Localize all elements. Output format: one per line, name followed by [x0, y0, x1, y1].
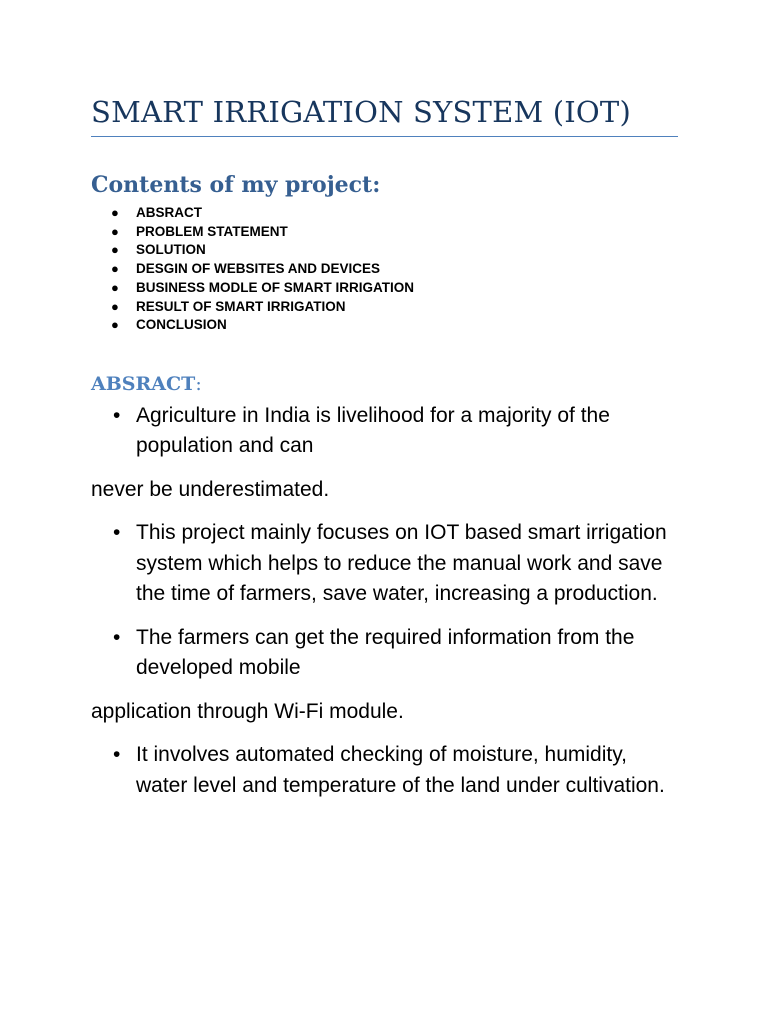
abstract-bullet: • The farmers can get the required information from the developed mobile — [91, 623, 678, 684]
contents-item: ● ABSRACT — [91, 204, 678, 223]
bullet-icon: ● — [111, 223, 119, 239]
abstract-heading: ABSRACT: — [91, 372, 202, 395]
bullet-icon: • — [113, 625, 121, 649]
document-page — [91, 0, 678, 801]
bullet-icon: • — [113, 521, 121, 545]
abstract-list — [91, 401, 678, 462]
abstract-continuation: never be underestimated. — [91, 477, 330, 501]
contents-list — [91, 204, 678, 335]
abstract-continuation: application through Wi-Fi module. — [91, 699, 404, 723]
bullet-icon: • — [113, 403, 121, 427]
abstract-list — [91, 623, 678, 684]
abstract-list — [91, 740, 678, 801]
bullet-icon: ● — [111, 298, 119, 314]
contents-item: ● BUSINESS MODLE OF SMART IRRIGATION — [91, 279, 678, 298]
bullet-icon: ● — [111, 242, 119, 258]
contents-item: ● SOLUTION — [91, 241, 678, 260]
contents-heading: Contents of my project: — [91, 172, 381, 198]
bullet-icon: ● — [111, 317, 119, 333]
bullet-icon: ● — [111, 279, 119, 295]
bullet-icon: • — [113, 743, 121, 767]
document-title: SMART IRRIGATION SYSTEM (IOT) — [91, 95, 631, 129]
contents-item: ● DESGIN OF WEBSITES AND DEVICES — [91, 260, 678, 279]
title-underline — [91, 136, 678, 137]
contents-item: ● RESULT OF SMART IRRIGATION — [91, 298, 678, 317]
abstract-list — [91, 518, 678, 610]
contents-item: ● PROBLEM STATEMENT — [91, 223, 678, 242]
contents-item: ● CONCLUSION — [91, 316, 678, 335]
abstract-bullet: • Agriculture in India is livelihood for a majority of the population and can — [91, 401, 678, 462]
abstract-bullet: • It involves automated checking of moisture, humidity, water level and temperature of the land under cultivation. — [91, 740, 678, 801]
bullet-icon: ● — [111, 261, 119, 277]
abstract-bullet: • This project mainly focuses on IOT based smart irrigation system which helps to reduce the manual work and save the time of farmers, save water, increasing a production. — [91, 518, 678, 610]
bullet-icon: ● — [111, 205, 119, 220]
